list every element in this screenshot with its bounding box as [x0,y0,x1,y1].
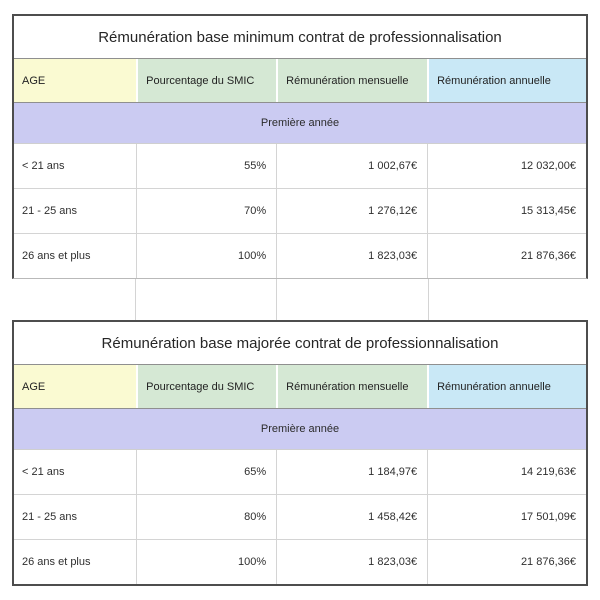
empty-cell [135,279,276,320]
table-row [14,188,586,233]
cell-age: 26 ans et plus [22,556,91,568]
table-title: Rémunération base minimum contrat de professionnalisation [14,16,586,59]
section-band-first-year: Première année [14,409,586,450]
cell-age: 21 - 25 ans [22,511,78,523]
cell-monthly-pay: 1 184,97€ [276,450,427,494]
column-header-smic-percentage: Pourcentage du SMIC [136,365,276,408]
cell-age: 26 ans et plus [22,250,91,262]
table-row [14,494,586,539]
cell-monthly-pay: 1 823,03€ [276,540,427,584]
tables-layout [12,14,588,586]
cell-annual-pay: 17 501,09€ [427,495,586,539]
cell-annual-pay: 15 313,45€ [427,189,586,233]
cell-monthly-pay: 1 276,12€ [276,189,427,233]
cell-age: < 21 ans [22,160,65,172]
empty-cell [276,279,428,320]
cell-smic-percentage: 55% [136,144,276,188]
column-header-monthly-pay: Rémunération mensuelle [276,59,427,102]
cell-smic-percentage: 65% [136,450,276,494]
column-header-monthly-pay: Rémunération mensuelle [276,365,427,408]
cell-annual-pay: 14 219,63€ [427,450,586,494]
table-row [14,233,586,278]
cell-monthly-pay: 1 823,03€ [276,234,427,278]
column-header-row [14,365,586,409]
cell-monthly-pay: 1 458,42€ [276,495,427,539]
table-row [14,144,586,188]
cell-smic-percentage: 100% [136,234,276,278]
cell-smic-percentage: 80% [136,495,276,539]
empty-cell [12,279,135,320]
empty-row [12,279,588,320]
table-base-minimum [12,14,588,279]
column-header-age: AGE [14,59,136,102]
cell-age: 21 - 25 ans [22,205,78,217]
cell-smic-percentage: 100% [136,540,276,584]
column-header-annual-pay: Rémunération annuelle [427,365,586,408]
section-band-first-year: Première année [14,103,586,144]
cell-annual-pay: 21 876,36€ [427,234,586,278]
cell-age: < 21 ans [22,466,65,478]
empty-cell [428,279,588,320]
table-row [14,450,586,494]
cell-annual-pay: 12 032,00€ [427,144,586,188]
column-header-annual-pay: Rémunération annuelle [427,59,586,102]
table-row [14,539,586,584]
column-header-smic-percentage: Pourcentage du SMIC [136,59,276,102]
column-header-age: AGE [14,365,136,408]
cell-smic-percentage: 70% [136,189,276,233]
table-title: Rémunération base majorée contrat de professionnalisation [14,322,586,365]
cell-monthly-pay: 1 002,67€ [276,144,427,188]
cell-annual-pay: 21 876,36€ [427,540,586,584]
table-base-majoree [12,320,588,586]
column-header-row [14,59,586,103]
